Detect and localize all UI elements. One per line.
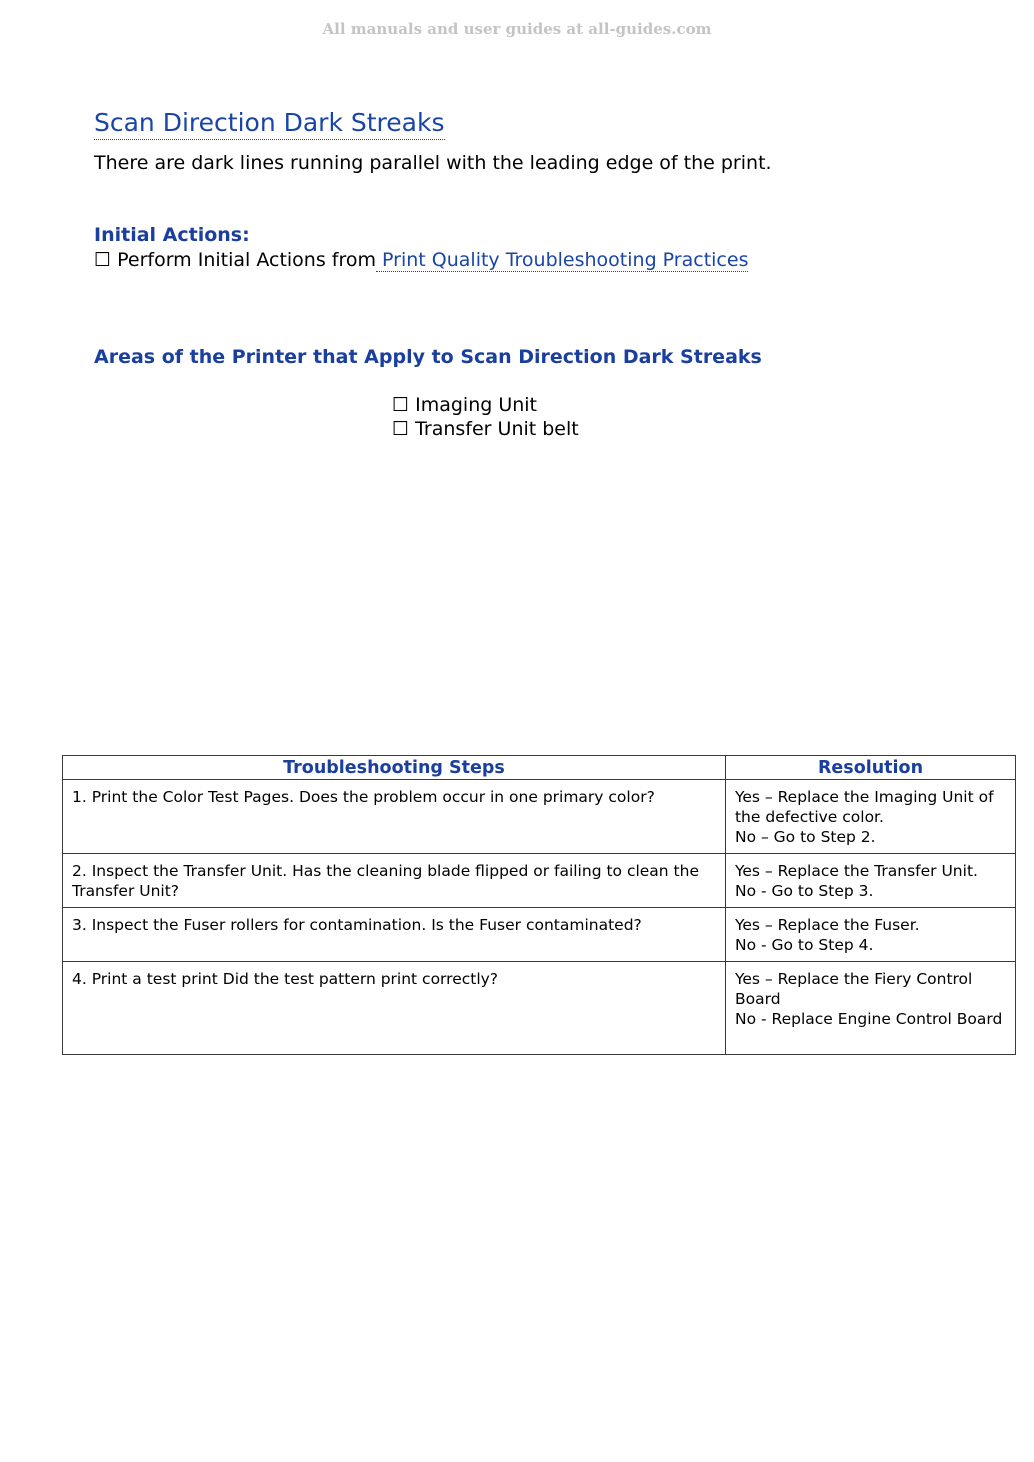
print-quality-link[interactable]: Print Quality Troubleshooting Practices [376,249,749,271]
list-item-label: Imaging Unit [415,394,538,416]
step-cell: 4. Print a test print Did the test pattern print correctly? [63,962,726,1055]
resolution-no: No - Go to Step 4. [734,936,874,954]
table-header-row [63,756,1016,780]
table-row [63,780,1016,854]
resolution-yes: Yes – Replace the Fuser. [734,916,920,934]
resolution-yes: Yes – Replace the Transfer Unit. [734,862,978,880]
checkbox-icon: ☐ [94,249,112,271]
column-header-resolution: Resolution [725,756,1015,780]
areas-list [392,393,579,441]
column-header-steps: Troubleshooting Steps [63,756,726,780]
step-cell: 2. Inspect the Transfer Unit. Has the cleaning blade flipped or failing to clean the Transfer Unit? [63,854,726,908]
resolution-cell [725,780,1015,854]
resolution-no: No - Replace Engine Control Board [734,1010,1003,1028]
resolution-cell [725,962,1015,1055]
troubleshooting-table [62,755,1016,1055]
checkbox-icon: ☐ [392,394,410,416]
resolution-cell [725,908,1015,962]
table-row [63,908,1016,962]
watermark: All manuals and user guides at all-guides.com [322,20,712,38]
list-item [392,417,579,441]
table-row [63,962,1016,1055]
description: There are dark lines running parallel with the leading edge of the print. [94,152,772,174]
step-cell: 1. Print the Color Test Pages. Does the problem occur in one primary color? [63,780,726,854]
resolution-yes: Yes – Replace the Imaging Unit of the defective color. [734,788,994,826]
resolution-no: No - Go to Step 3. [734,882,874,900]
page-title: Scan Direction Dark Streaks [94,107,445,140]
table-row [63,854,1016,908]
areas-heading: Areas of the Printer that Apply to Scan Direction Dark Streaks [94,346,762,368]
initial-actions-heading: Initial Actions: [94,224,250,246]
checkbox-icon: ☐ [392,418,410,440]
resolution-yes: Yes – Replace the Fiery Control Board [734,970,973,1008]
list-item-label: Transfer Unit belt [415,418,579,440]
step-cell: 3. Inspect the Fuser rollers for contamination. Is the Fuser contaminated? [63,908,726,962]
resolution-no: No – Go to Step 2. [734,828,876,846]
initial-actions-line [94,247,748,273]
initial-actions-text: Perform Initial Actions from [117,249,376,271]
resolution-cell [725,854,1015,908]
list-item [392,393,579,417]
